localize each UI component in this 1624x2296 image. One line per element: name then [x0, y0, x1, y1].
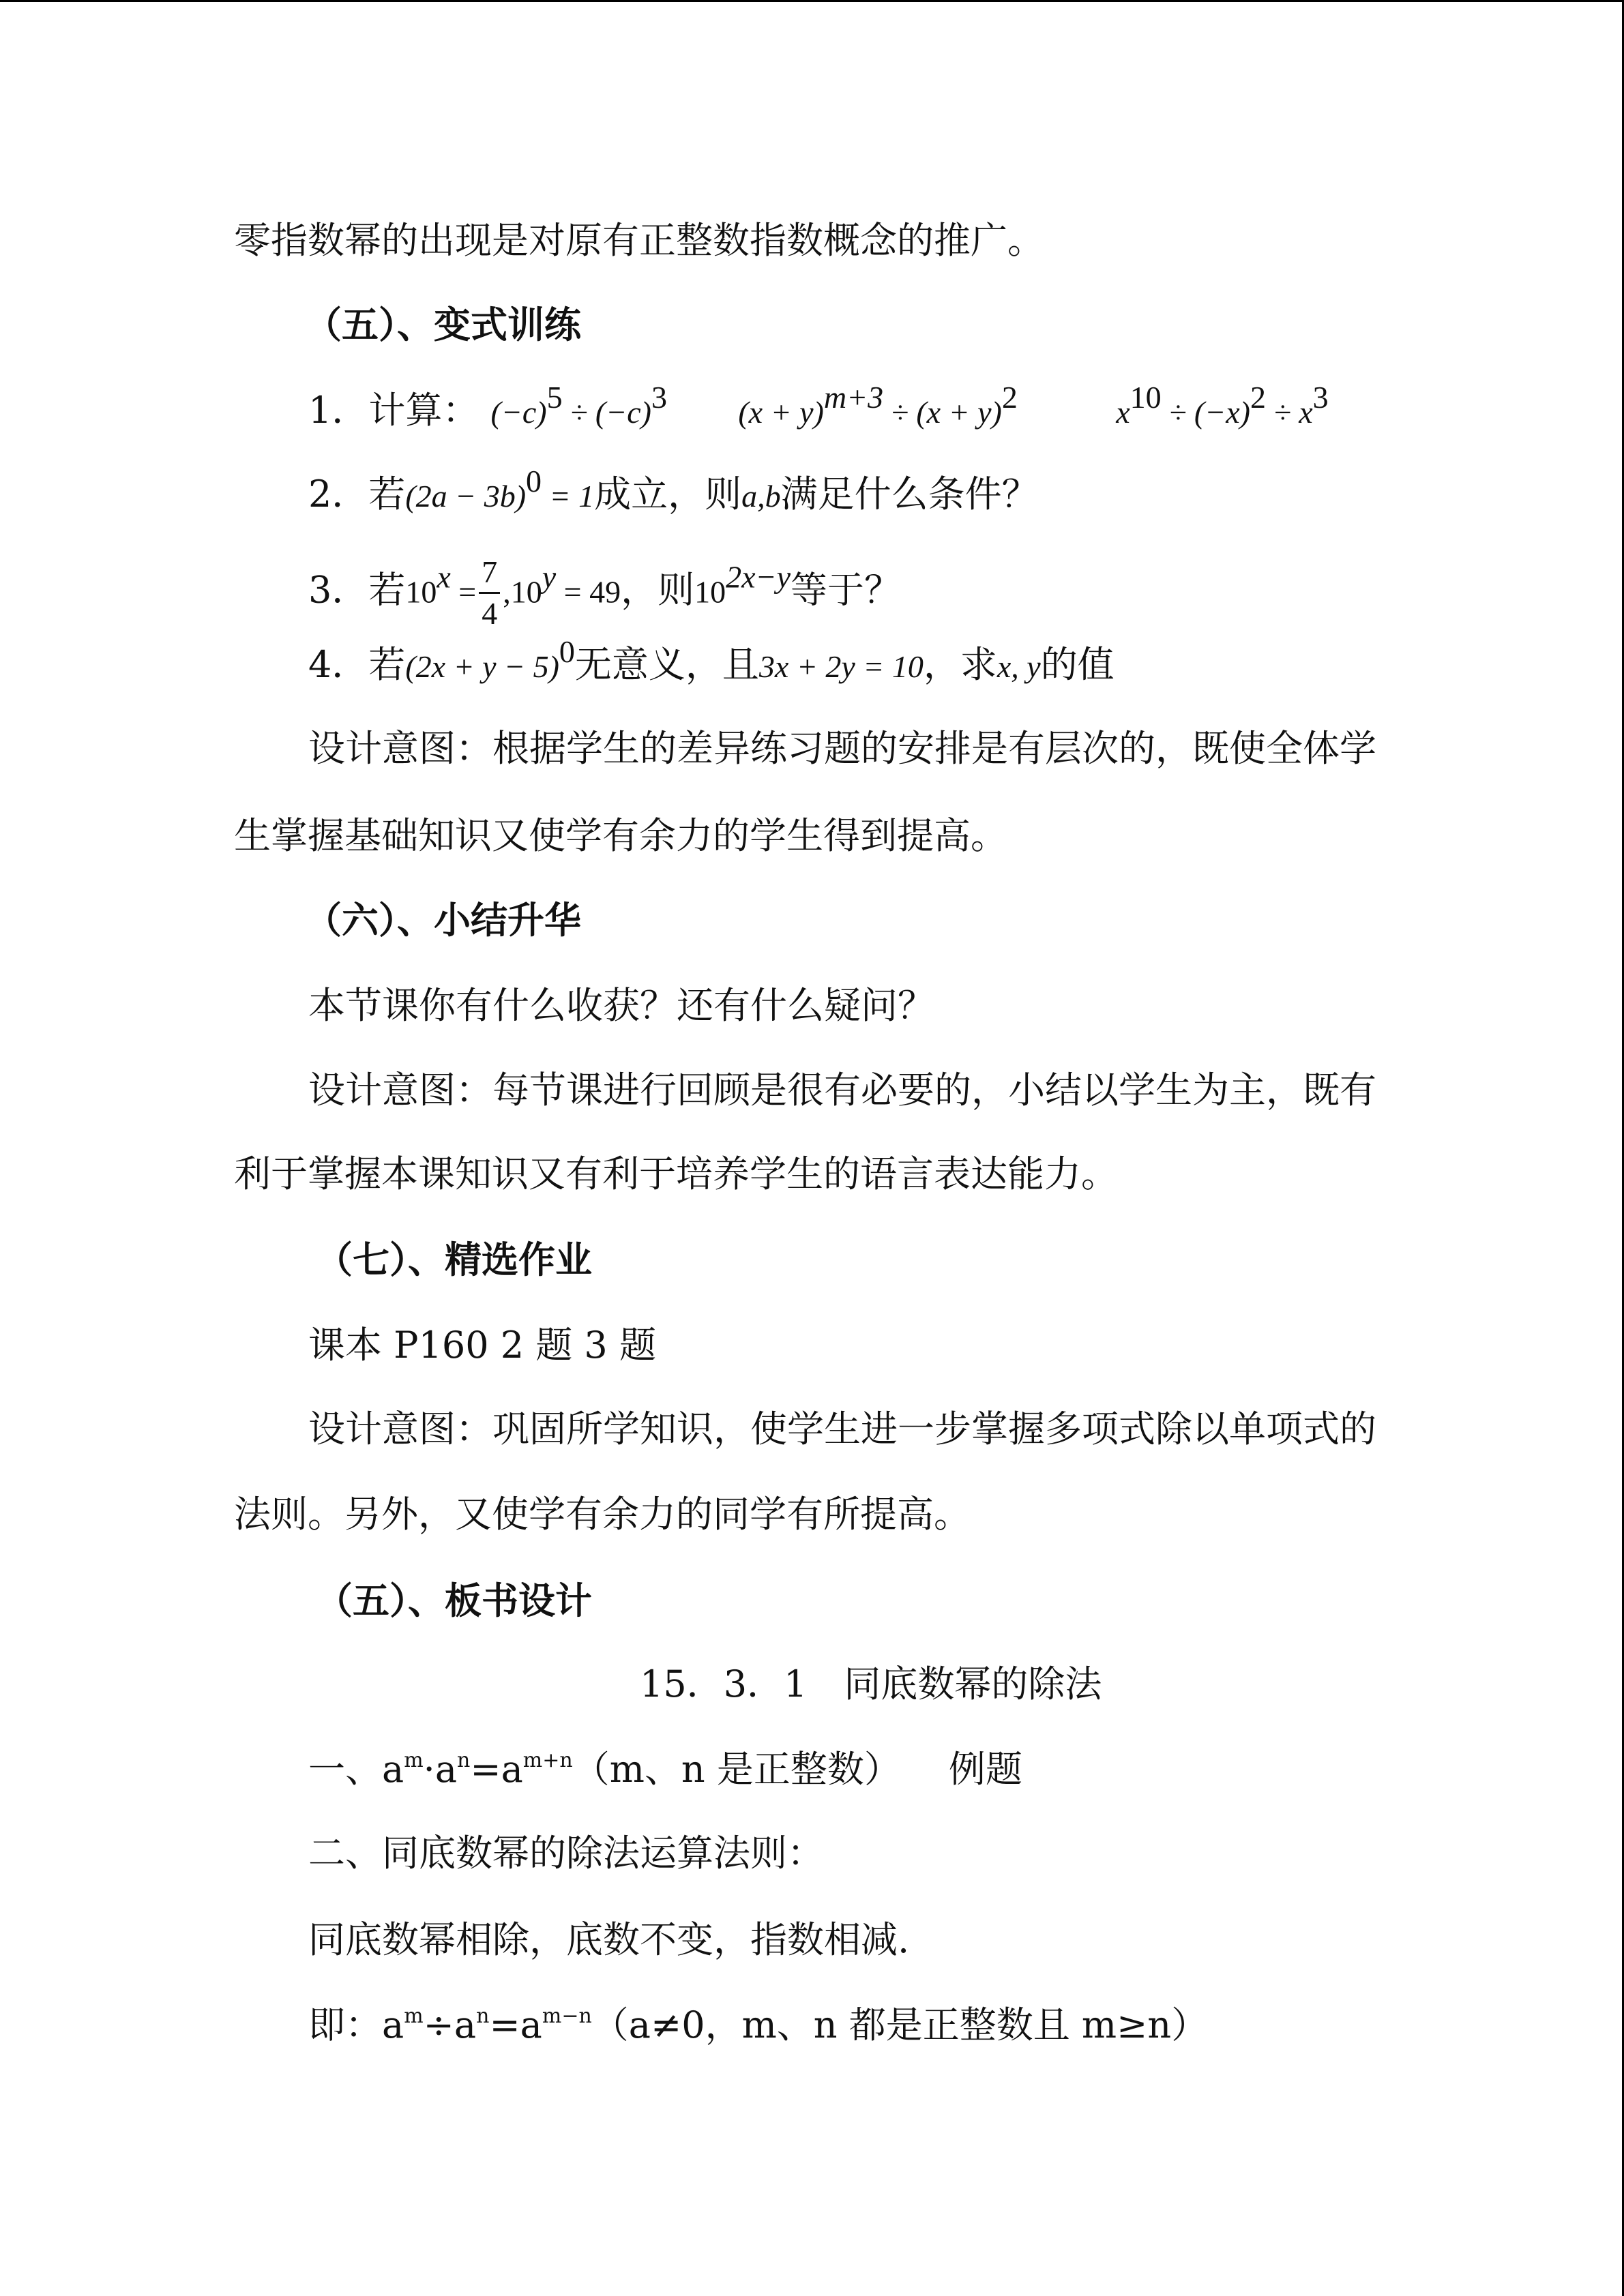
- board-line-4-text: 即：a: [308, 2003, 404, 2046]
- summary-question: 本节课你有什么收获？还有什么疑问？: [308, 984, 934, 1027]
- exponent: 0: [559, 634, 575, 669]
- board-title: 15．3．1 同底数幂的除法: [640, 1663, 1102, 1705]
- section-heading-variant-training: （五）、变式训练: [305, 303, 581, 346]
- exercise-1-expr: x: [1116, 395, 1130, 430]
- exercise-2-text: 满足什么条件？: [780, 473, 1039, 516]
- exercise-4-label: 4．若: [308, 643, 406, 686]
- exponent: m+3: [823, 380, 884, 415]
- exponent: 2: [1250, 380, 1266, 415]
- section-heading-homework: （七）、精选作业: [316, 1238, 592, 1281]
- exponent: 2: [1001, 380, 1018, 415]
- exercise-3-expr: 10: [405, 574, 437, 610]
- exercise-4-text: 的值: [1040, 643, 1114, 686]
- exercise-1: [308, 380, 1329, 436]
- fraction-numerator: 7: [479, 552, 500, 594]
- design-intent-1-line-1: 设计意图：根据学生的差异练习题的安排是有层次的，既使全体学: [308, 727, 1376, 770]
- exponent: x: [437, 559, 451, 595]
- exercise-1-expr: ÷ (x + y): [883, 395, 1002, 430]
- design-intent-3-line-1: 设计意图：巩固所学知识，使学生进一步掌握多项式除以单项式的: [308, 1407, 1376, 1450]
- board-line-1-text: 一、a: [308, 1748, 404, 1791]
- exercise-2-text: 成立，则: [594, 473, 742, 516]
- board-line-4: [308, 2001, 1208, 2049]
- exercise-4-text: 无意义，且: [574, 643, 759, 686]
- exponent: m−n: [542, 2004, 592, 2028]
- design-intent-3-line-2: 法则。另外，又使学有余力的同学有所提高。: [234, 1493, 971, 1536]
- exponent: n: [457, 1748, 471, 1772]
- exercise-3-label: 3．若: [308, 568, 406, 612]
- section-heading-summary: （六）、小结升华: [305, 898, 581, 942]
- board-line-4-text: =a: [489, 2003, 542, 2046]
- board-line-1-text: （m、n 是正整数）: [572, 1748, 901, 1791]
- exercise-3-expr: 10: [694, 574, 726, 610]
- board-example-label: 例题: [948, 1748, 1022, 1791]
- exercise-3-expr: = 49: [556, 574, 621, 610]
- exponent: 5: [546, 380, 563, 415]
- exponent: y: [542, 559, 557, 595]
- exercise-1-expr: (x + y): [738, 395, 824, 430]
- exponent: 10: [1130, 380, 1162, 415]
- design-intent-2-line-1: 设计意图：每节课进行回顾是很有必要的，小结以学生为主，既有: [308, 1069, 1376, 1112]
- section-heading-board-design: （五）、板书设计: [316, 1579, 592, 1622]
- board-line-1-text: ·a: [423, 1748, 458, 1791]
- board-line-4-text: （a≠0，m、n 都是正整数且 m≥n）: [591, 2003, 1209, 2046]
- exponent: 3: [651, 380, 667, 415]
- board-line-4-text: ÷a: [423, 2003, 477, 2046]
- design-intent-1-line-2: 生掌握基础知识又使学有余力的学生得到提高。: [234, 814, 1007, 857]
- exercise-3-text: 等于？: [790, 568, 901, 612]
- exercise-2-expr: (2a − 3b): [405, 479, 527, 513]
- exponent: m: [404, 2004, 424, 2028]
- exercise-3: [308, 552, 901, 633]
- exponent: m+n: [522, 1748, 573, 1772]
- exercise-4-expr: (2x + y − 5): [405, 649, 559, 684]
- intro-paragraph: 零指数幂的出现是对原有正整数指数概念的推广。: [234, 219, 1044, 262]
- exercise-2-label: 2．若: [308, 473, 406, 516]
- fraction-denominator: 4: [482, 596, 498, 631]
- board-line-2: 二、同底数幂的除法运算法则：: [308, 1832, 824, 1875]
- exercise-2-expr: = 1: [542, 479, 595, 513]
- exercise-3-expr: ,10: [503, 574, 542, 610]
- exercise-1-expr: ÷ (−c): [562, 395, 651, 430]
- design-intent-2-line-2: 利于掌握本课知识又有利于培养学生的语言表达能力。: [234, 1152, 1118, 1195]
- exponent: 3: [1312, 380, 1329, 415]
- exercise-4-text: ，求: [923, 643, 997, 686]
- exercise-1-expr: ÷ x: [1265, 395, 1313, 430]
- board-line-1: [308, 1746, 1022, 1793]
- homework-text: 课本 P160 2 题 3 题: [308, 1324, 656, 1367]
- exponent: m: [404, 1748, 424, 1772]
- exercise-2: [308, 464, 1039, 520]
- exercise-4-expr: 3x + 2y = 10: [758, 649, 924, 684]
- board-line-1-text: =a: [470, 1748, 523, 1791]
- exercise-3-text: ，则: [621, 568, 695, 612]
- exercise-1-expr: ÷ (−x): [1161, 395, 1250, 430]
- exercise-3-expr: =: [450, 574, 477, 610]
- fraction: [479, 552, 500, 633]
- exercise-2-vars: a,b: [741, 479, 781, 513]
- exponent: n: [476, 2004, 490, 2028]
- exercise-1-label: 1．计算：: [308, 389, 479, 432]
- exercise-4-vars: x, y: [996, 649, 1041, 684]
- exercise-1-expr: (−c): [490, 395, 547, 430]
- exercise-4: [308, 634, 1114, 691]
- exponent: 0: [526, 464, 542, 498]
- board-line-3: 同底数幂相除，底数不变，指数相减.: [308, 1918, 910, 1961]
- exponent: 2x−y: [726, 559, 791, 595]
